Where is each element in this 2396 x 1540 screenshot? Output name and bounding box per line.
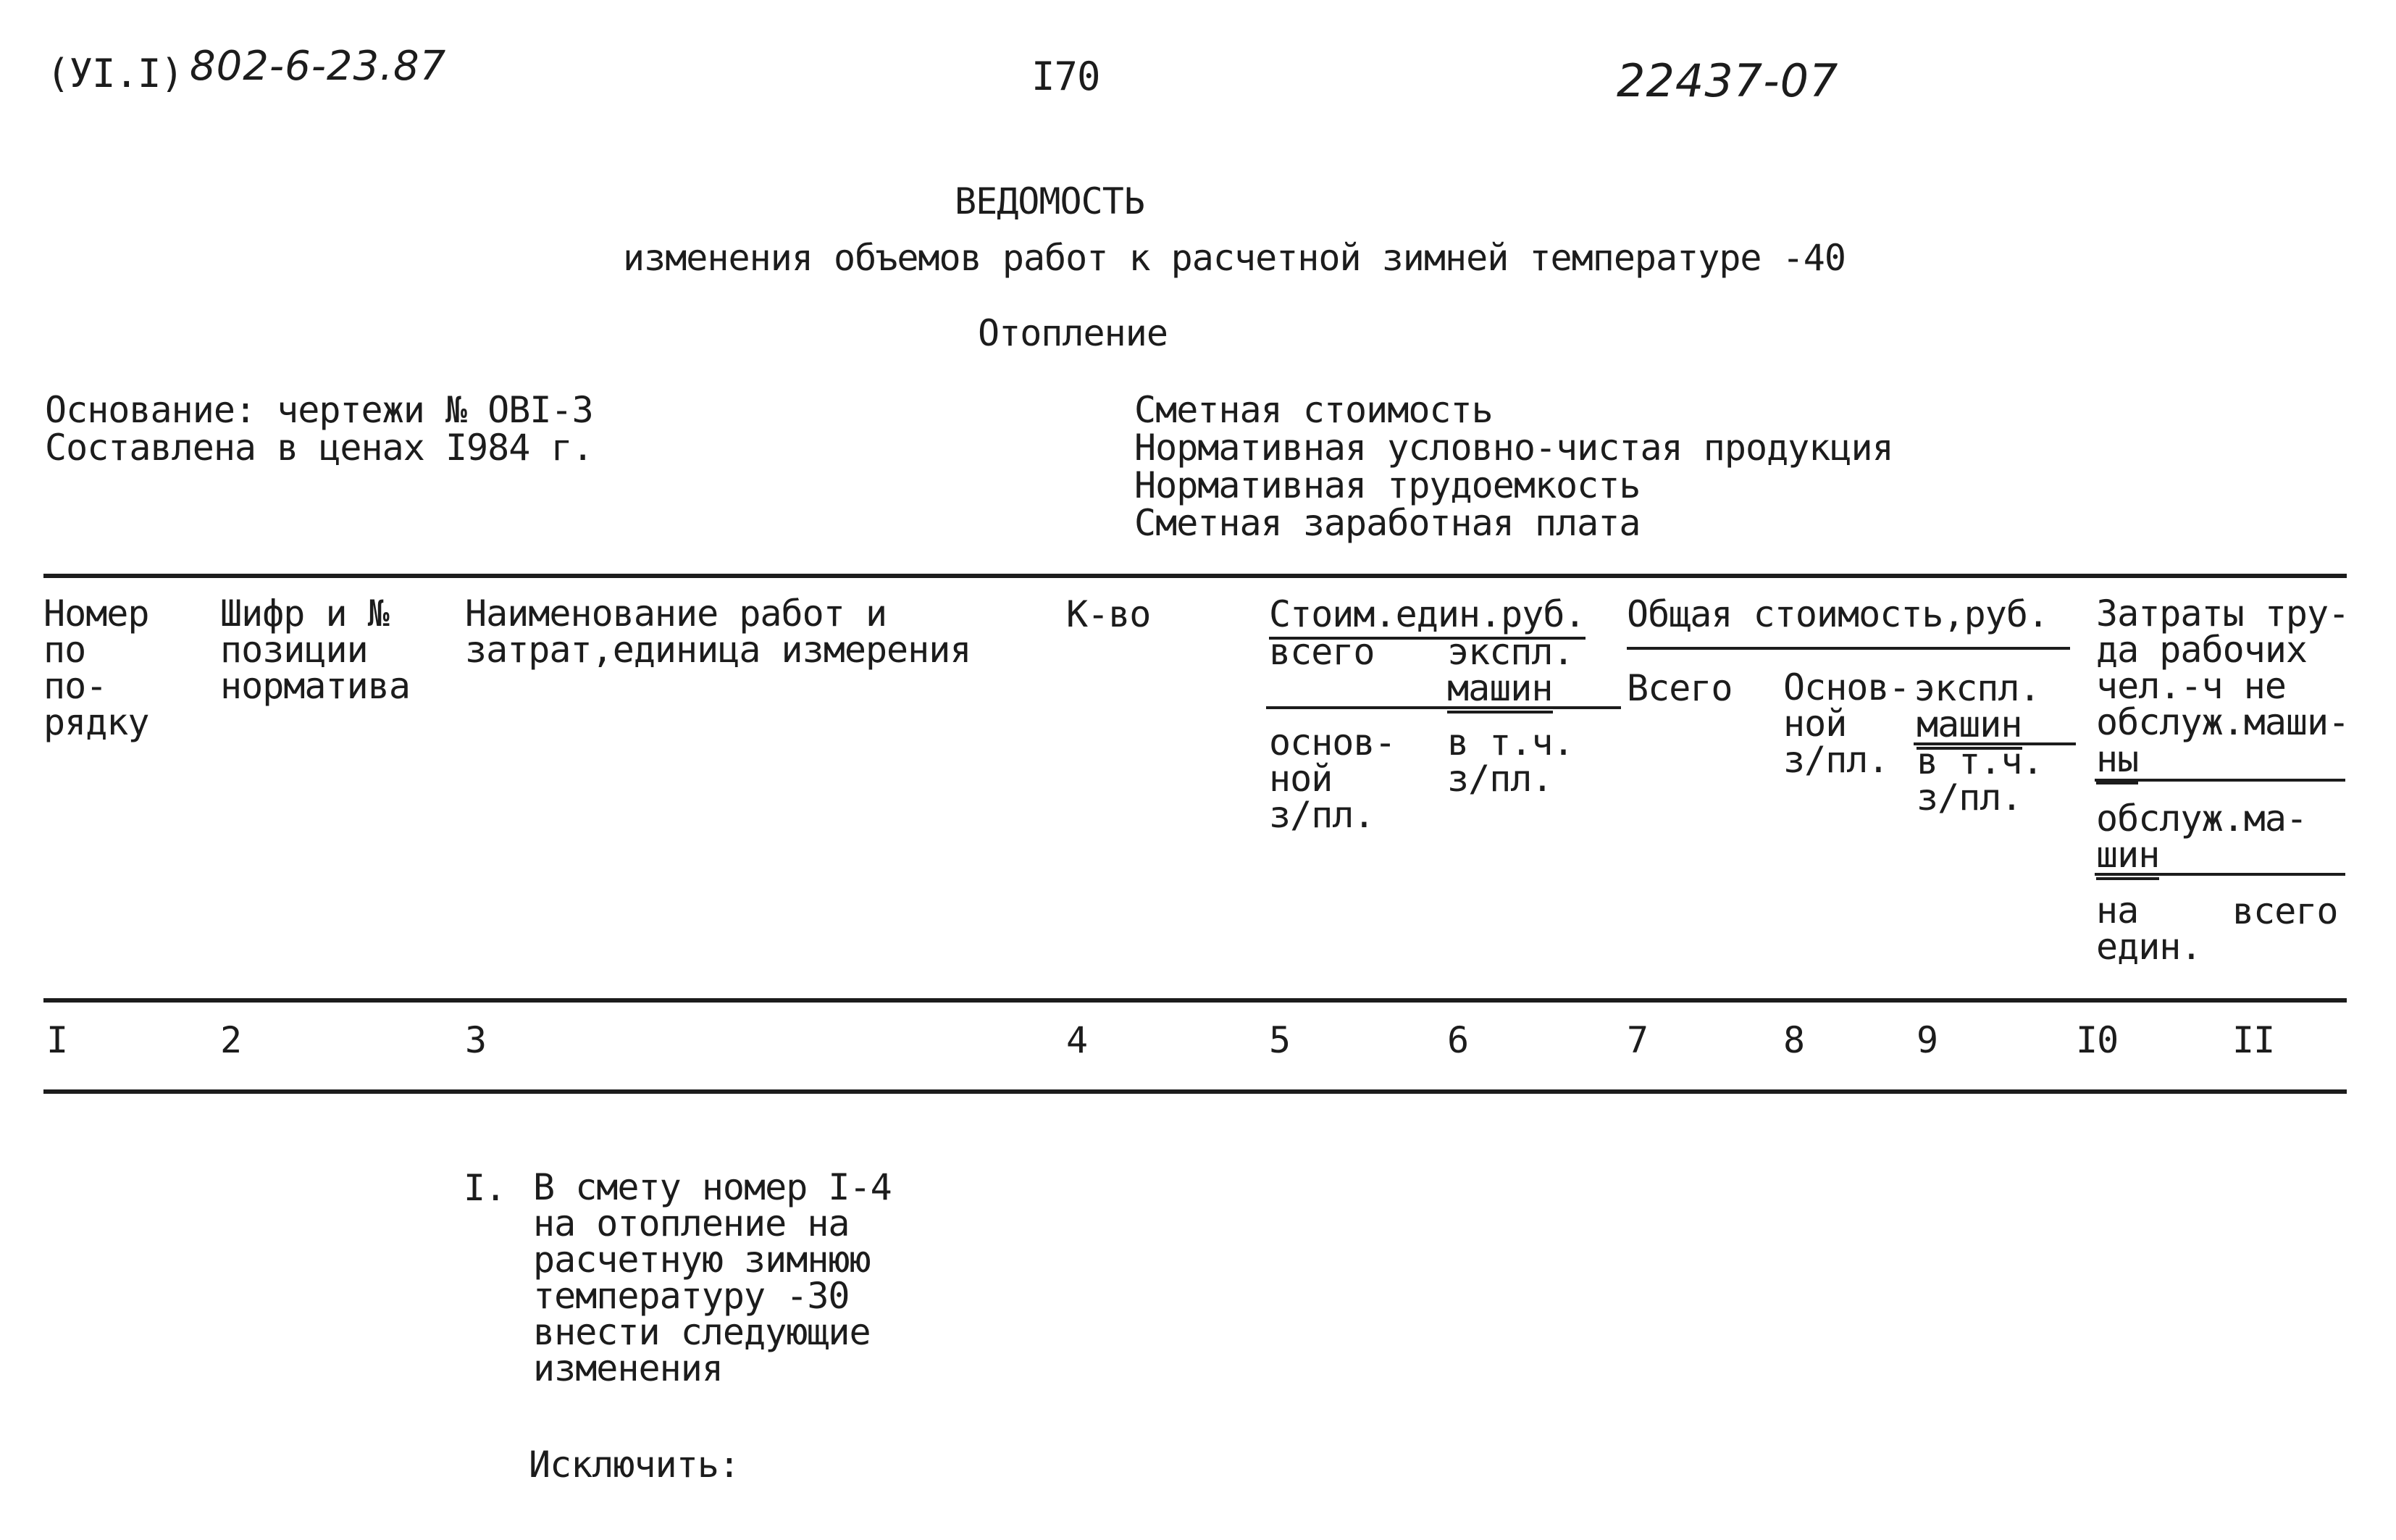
item-description: В смету номер I-4 на отопление на расчетную зимнюю температуру -30 внести следующие изменения xyxy=(533,1166,892,1389)
header-labor-machines: обслуж.ма- xyxy=(2096,798,2308,840)
header-total-base-wage: Основ- ной з/пл. xyxy=(1783,666,1910,781)
header-total-all: Всего xyxy=(1627,667,1733,709)
table-header-bottom-rule xyxy=(43,998,2347,1003)
basis-prices: Составлена в ценах I984 г. xyxy=(45,427,593,469)
exclude-label: Исключить: xyxy=(529,1444,740,1486)
column-number: 4 xyxy=(1066,1019,1088,1061)
header-unit-incl-wage: в т.ч. з/пл. xyxy=(1447,721,1574,800)
header-total-machines-2: машин xyxy=(1917,706,2022,743)
column-number: I xyxy=(46,1019,68,1061)
column-number: 8 xyxy=(1783,1019,1805,1061)
document-title: ВЕДОМОСТЬ xyxy=(955,180,1144,222)
column-number: II xyxy=(2232,1019,2275,1061)
table-top-rule xyxy=(43,574,2347,578)
header-unit-total: всего xyxy=(1269,631,1375,673)
total-cost-top-rule xyxy=(1627,647,2070,650)
header-norm-code: Шифр и № позиции норматива xyxy=(220,593,410,707)
column-number: 3 xyxy=(465,1019,487,1061)
header-total-cost: Общая стоимость,руб. xyxy=(1627,593,2049,635)
section-title: Отопление xyxy=(978,312,1168,354)
header-unit-machines-2: машин xyxy=(1447,669,1553,707)
basis-drawings: Основание: чертежи № ОВI-3 xyxy=(45,389,593,431)
header-quantity: К-во xyxy=(1066,593,1151,635)
unit-cost-rule xyxy=(1266,706,1621,709)
column-number: 2 xyxy=(220,1019,242,1061)
page-number: I70 xyxy=(1031,54,1100,99)
column-number: 7 xyxy=(1627,1019,1649,1061)
header-unit-base-wage: основ- ной з/пл. xyxy=(1269,721,1396,836)
header-unit-machines: экспл. xyxy=(1447,631,1574,673)
header-labor-costs: Затраты тру- да рабочих чел.-ч не обслуж.маши- xyxy=(2096,593,2350,743)
estimated-wage-label: Сметная заработная плата xyxy=(1134,502,1641,544)
document-subtitle: изменения объемов работ к расчетной зимней температуре -40 xyxy=(623,237,1846,279)
header-labor-per-unit: на един. xyxy=(2096,890,2202,968)
header-work-name: Наименование работ и затрат,единица измерения xyxy=(465,593,971,671)
header-labor-machines-end: шин xyxy=(2096,836,2159,874)
item-number: I. xyxy=(464,1167,506,1209)
column-number: 9 xyxy=(1917,1019,1938,1061)
doc-number-handwritten: 802-6-23.87 xyxy=(190,43,447,90)
header-total-incl-wage: в т.ч. з/пл. xyxy=(1917,740,2043,819)
column-number: I0 xyxy=(2076,1019,2119,1061)
table-numbers-bottom-rule xyxy=(43,1089,2347,1094)
estimated-cost-label: Сметная стоимость xyxy=(1134,389,1493,431)
normative-net-product-label: Нормативная условно-чистая продукция xyxy=(1134,427,1893,469)
sheet-code-handwritten: 22437-07 xyxy=(1617,54,1839,107)
doc-reference: (УI.I) xyxy=(46,51,184,96)
header-total-machines: экспл. xyxy=(1914,667,2040,709)
header-labor-costs-end: ны xyxy=(2096,740,2138,778)
column-number: 6 xyxy=(1447,1019,1469,1061)
header-labor-total: всего xyxy=(2232,890,2338,932)
header-unit-cost: Стоим.един.руб. xyxy=(1269,595,1586,633)
header-row-number: Номер по по- рядку xyxy=(43,593,149,743)
normative-labor-label: Нормативная трудоемкость xyxy=(1134,464,1641,506)
column-number: 5 xyxy=(1269,1019,1291,1061)
